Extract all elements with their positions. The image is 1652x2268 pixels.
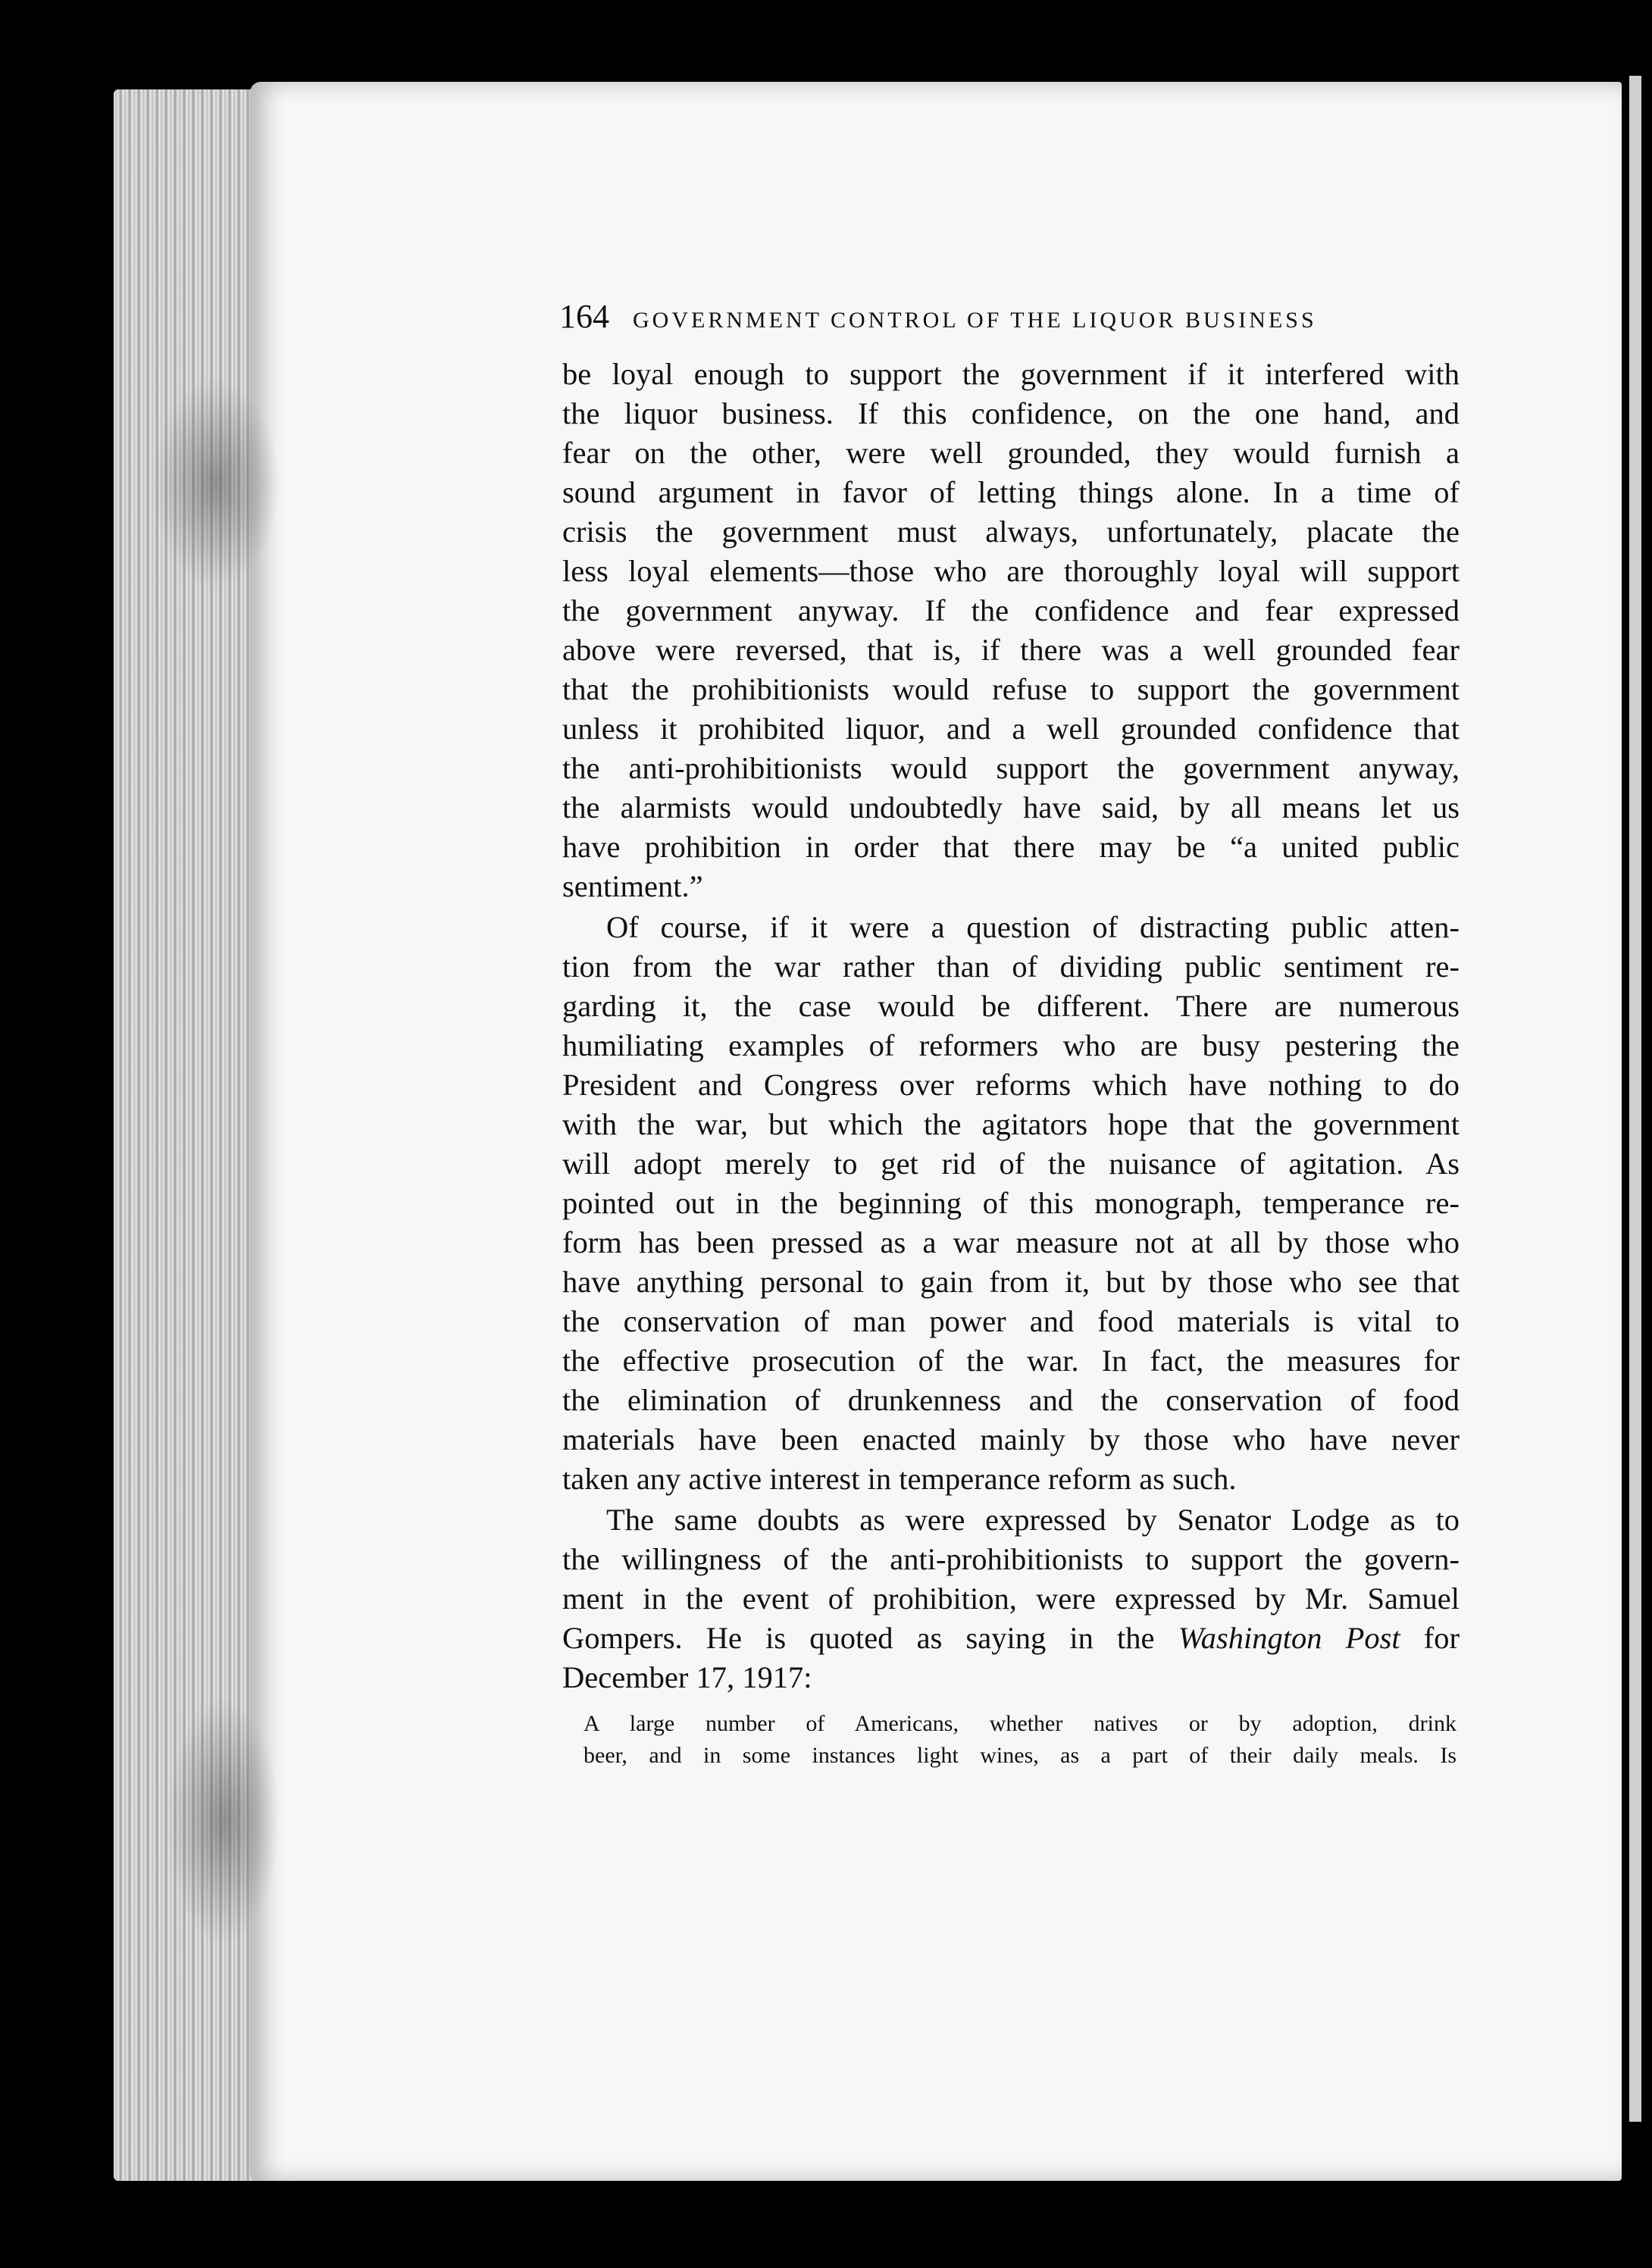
text-fragment: for: [1423, 1621, 1460, 1655]
text-line: sentiment.”: [562, 869, 703, 903]
text-line: the conservation of man power and food materials is vital to: [562, 1304, 1460, 1338]
paragraph-3: [562, 1500, 1460, 1697]
text-line: the effective prosecution of the war. In fact, the measures for: [562, 1344, 1460, 1378]
text-line: less loyal elements—those who are thoroughly loyal will support: [562, 554, 1460, 588]
text-line: unless it prohibited liquor, and a well grounded confidence that: [562, 712, 1460, 746]
text-line: the anti-prohibitionists would support the government anyway,: [562, 751, 1460, 785]
text-line: materials have been enacted mainly by those who have never: [562, 1422, 1460, 1456]
right-page-edge: [1629, 76, 1641, 2122]
text-line: taken any active interest in temperance reform as such.: [562, 1462, 1237, 1496]
text-line: humiliating examples of reformers who are busy pestering the: [562, 1028, 1460, 1062]
paragraph-1: [562, 355, 1460, 906]
text-line: The same doubts as were expressed by Senator Lodge as to: [606, 1503, 1460, 1537]
quote-line: beer, and in some instances light wines, as a part of their daily meals. Is: [584, 1743, 1456, 1768]
text-line: tion from the war rather than of dividing public sentiment re-: [562, 949, 1460, 984]
text-line: December 17, 1917:: [562, 1660, 812, 1694]
running-head: GOVERNMENT CONTROL OF THE LIQUOR BUSINESS: [633, 308, 1317, 333]
text-line: have prohibition in order that there may be “a united public: [562, 830, 1460, 864]
text-line: the government anyway. If the confidence and fear expressed: [562, 593, 1460, 627]
text-line: fear on the other, were well grounded, they would furnish a: [562, 436, 1460, 470]
text-line: the liquor business. If this confidence, on the one hand, and: [562, 396, 1460, 430]
text-line: have anything personal to gain from it, but by those who see that: [562, 1265, 1460, 1299]
text-line: sound argument in favor of letting things alone. In a time of: [562, 475, 1460, 509]
text-line: with the war, but which the agitators hope that the government: [562, 1107, 1460, 1141]
text-line: ment in the event of prohibition, were expressed by Mr. Samuel: [562, 1581, 1460, 1616]
quote-line: A large number of Americans, whether natives or by adoption, drink: [584, 1711, 1456, 1736]
text-line: crisis the government must always, unfortunately, placate the: [562, 515, 1460, 549]
text-line: [562, 1619, 1460, 1658]
text-line: that the prohibitionists would refuse to support the government: [562, 672, 1460, 706]
text-line: the elimination of drunkenness and the conservation of food: [562, 1383, 1460, 1417]
text-line: Of course, if it were a question of distracting public atten-: [606, 910, 1460, 944]
publication-title: Washington Post: [1178, 1621, 1400, 1655]
paragraph-2: [562, 908, 1460, 1499]
block-quote: [584, 1708, 1456, 1772]
body-text: [562, 355, 1460, 1697]
text-line: the willingness of the anti-prohibitionists to support the govern-: [562, 1542, 1460, 1576]
thumb-smudge-bottom: [167, 1696, 280, 1946]
text-line: will adopt merely to get rid of the nuisance of agitation. As: [562, 1147, 1460, 1181]
text-line: the alarmists would undoubtedly have said, by all means let us: [562, 790, 1460, 824]
text-fragment: Gompers. He is quoted as saying in the: [562, 1621, 1155, 1655]
text-line: garding it, the case would be different. There are numerous: [562, 989, 1460, 1023]
text-line: President and Congress over reforms which have nothing to do: [562, 1068, 1460, 1102]
text-line: pointed out in the beginning of this monograph, temperance re-: [562, 1186, 1460, 1220]
thumb-smudge-top: [152, 377, 280, 590]
page-number: 164: [559, 298, 609, 335]
text-line: above were reversed, that is, if there was a well grounded fear: [562, 633, 1460, 667]
page-header: [559, 297, 1469, 336]
text-line: be loyal enough to support the government if it interfered with: [562, 357, 1460, 391]
text-line: form has been pressed as a war measure not at all by those who: [562, 1225, 1460, 1259]
